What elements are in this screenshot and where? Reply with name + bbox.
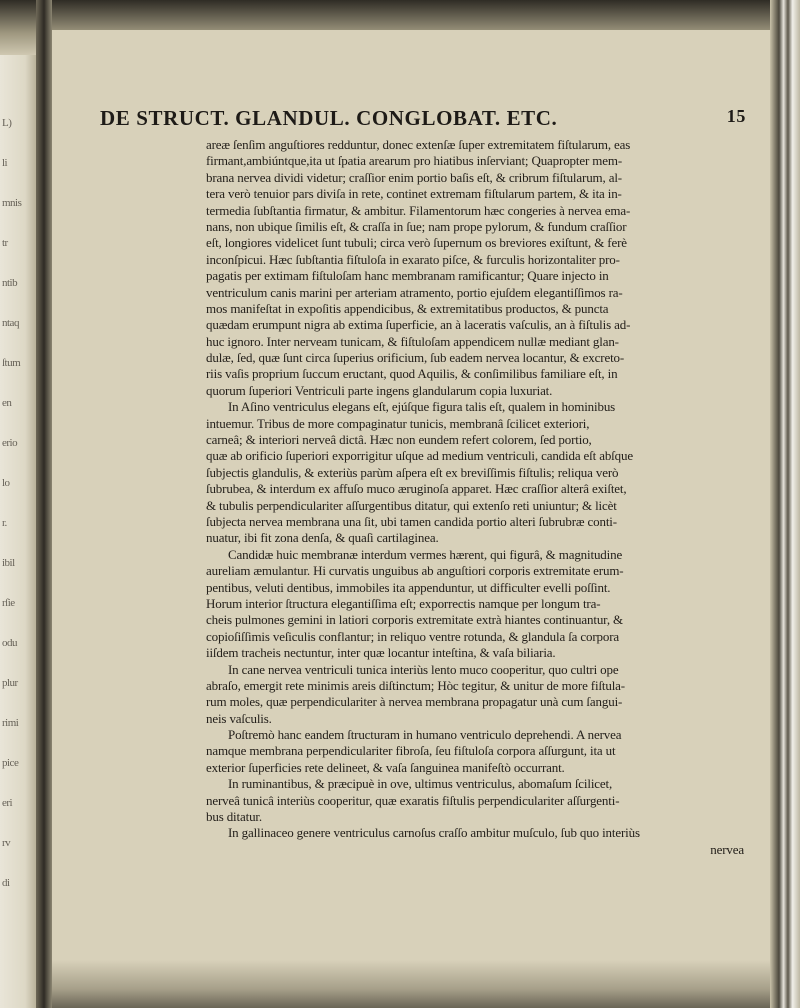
book-gutter [36,0,52,1008]
text-line: ſubjectis glandulis, & exteriùs parùm aſpera eſt ex breviſſimis fiſtulis; reliqua verò [206,464,619,480]
facing-page-text-fragment: eri [2,797,13,809]
text-line: dulæ, ſed, quæ ſunt circa ſuperius orificium, ſub eadem nervea locantur, & excreto- [206,350,625,366]
running-header [100,106,750,132]
catchword: nervea [710,841,744,857]
facing-page-text-fragment: L) [2,117,12,129]
facing-page-text-fragment: ibil [2,557,15,569]
text-line: intuemur. Tribus de more compaginatur tunicis, membranâ ſcilicet exteriori, [206,415,590,431]
text-line: inconſpicui. Hæc ſubſtantia fiſtuloſa in exarato piſce, & furculis horizontaliter pro- [206,251,620,267]
text-line: & tubulis perpendiculariter aſſurgentibus ditatur, qui extenſo reti uniuntur; & licèt [206,497,617,513]
facing-page-text-fragment: ntib [2,277,18,289]
text-line: pentibus, veluti dentibus, immobiles ita appenduntur, ut difficulter evelli poſſint. [206,579,611,595]
text-line: Horum interior ſtructura elegantiſſima eſt; exporrectis namque per longum tra- [206,595,601,611]
text-line: areæ ſenſim anguſtiores redduntur, donec extenſæ ſuper extremitatem fiſtularum, eas [206,137,631,152]
text-line: nans, non ubique ſimilis eſt, & craſſa in ſue; nam prope pylorum, & fundum craſſior [206,218,627,234]
facing-page-text-fragment: tr [2,237,8,249]
text-line: ſubjecta nervea membrana una ſit, ubi tamen candida portio alteri ſubrubræ conti- [206,513,617,529]
text-line: termedia ſubſtantia firmatur, & ambitur. Filamentorum hæc congeries à nervea ema- [206,202,631,218]
text-line: neis vaſculis. [206,710,272,726]
text-line: ventriculum canis marini per arteriam atramento, portio ejuſdem elegantiſſimos ra- [206,284,623,300]
facing-page-text-fragment: mnis [2,197,22,209]
facing-page-text-fragment: ntaq [2,317,19,329]
facing-page-text-fragment: en [2,397,12,409]
text-line: bus ditatur. [206,809,262,825]
facing-page-fragment [0,55,36,1008]
body-text [206,137,750,858]
facing-page-text-fragment: di [2,877,10,889]
facing-page-text-fragment: erio [2,437,18,449]
text-line: iiſdem tracheis nectuntur, inter quæ locantur inteſtina, & vaſa biliaria. [206,645,556,661]
running-title: DE STRUCT. GLANDUL. CONGLOBAT. ETC. [100,106,558,130]
facing-page-text-fragment: lo [2,477,10,489]
text-line: In Aſino ventriculus elegans eſt, ejúſque figura talis eſt, qualem in hominibus [228,399,616,415]
text-line: cheis pulmones gemini in latiori corporis extremitate extrà hiantes continuantur, & [206,612,623,628]
facing-page-text-fragment: odu [2,637,17,649]
facing-page-text-fragment: plur [2,677,18,689]
text-line: Candidæ huic membranæ interdum vermes hærent, qui figurâ, & magnitudine [228,546,623,562]
text-line: quæ ab orificio ſuperiori exporrigitur uſque ad medium ventriculi, candida eſt abſque [206,448,633,464]
text-line: exterior ſuperficies rete delineet, & vaſa ſanguinea manifeſtò occurrant. [206,759,565,775]
text-line: namque membrana perpendiculariter fibroſa, ſeu fiſtuloſa corpora aſſurgunt, ita ut [206,743,616,759]
text-line: nuatur, ibi fit zona denſa, & quaſi cartilaginea. [206,530,439,546]
text-line: ſubrubea, & interdum ex affuſo muco æruginoſa apparet. Hæc craſſior alterâ exiſtet, [206,481,627,497]
text-line: brana nervea dividi videtur; craſſior enim portio baſis eſt, & cribrum fiſtularum, al- [206,169,622,185]
facing-page-text-fragment: r. [2,517,7,529]
text-line: huc ignoro. Inter nerveam tunicam, & fiſtuloſam appendicem nullæ mediant glan- [206,333,619,349]
page-bottom-edge [52,960,770,1008]
text-line: riis vaſis proprium ſuccum eructant, quod Aquilis, & conſimilibus familiare eſt, in [206,366,618,382]
text-line: pagatis per extimam fiſtuloſam hanc membranam ramificantur; Quare injecto in [206,268,609,284]
text-line: In ruminantibus, & præcipuè in ove, ultimus ventriculus, abomaſum ſcilicet, [228,776,613,792]
text-line: firmant,ambiúntque,ita ut ſpatia arearum pro hiatibus inſerviant; Quapropter mem- [206,153,622,169]
facing-page-text-fragment: ſtum [2,357,21,369]
text-line: In cane nervea ventriculi tunica interiùs lento muco cooperitur, quo cultri ope [228,661,619,677]
text-line: copioſiſſimis veſiculis conflantur; in reliquo ventre rotunda, & glandula ſa corpora [206,628,620,644]
text-line: carneâ; & interiori nerveâ dictâ. Hæc non eundem refert colorem, ſed portio, [206,432,592,448]
facing-page-text-fragment: rv [2,837,11,849]
text-line: nerveâ tunicâ interiùs cooperitur, quæ exaratis fiſtulis perpendiculariter aſſurgenti- [206,792,620,808]
text-line: eſt, longiores videlicet ſunt tubuli; circa verò ſupernum os breviores exiſtunt, & ferè [206,235,627,251]
text-line: Poſtremò hanc eandem ſtructuram in humano ventriculo deprehendi. A nervea [228,727,622,743]
facing-page-text-fragment: rſie [2,597,15,609]
page-stack-edge [770,0,800,1008]
page-number: 15 [726,106,746,126]
facing-page-text-fragment: rimi [2,717,19,729]
text-line: rum moles, quæ perpendiculariter à nervea membrana propagatur unà cum ſangui- [206,694,623,710]
text-line: mos manifeſtat in expoſitis appendicibus, & extremitatibus productos, & puncta [206,300,609,316]
text-line: quædam erumpunt nigra ab extima ſuperficie, an à laceratis vaſculis, an à fiſtulis ad- [206,317,631,333]
text-line: abraſo, emergit rete minimis areis diſtinctum; Hòc tegitur, & unitur de more fiſtula- [206,677,625,693]
text-line: aureliam æmulantur. Hi curvatis unguibus ab anguſtiori corporis extremitate erum- [206,563,624,579]
facing-page-text-fragment: li [2,157,8,169]
text-line: In gallinaceo genere ventriculus carnoſus craſſo ambitur muſculo, ſub quo interiùs [228,825,640,841]
facing-page-text-fragment: pice [2,757,19,769]
text-line: quorum ſuperiori Ventriculi parte ingens glandularum copia luxuriat. [206,382,553,398]
text-line: tera verò tenuior pars diviſa in rete, continet extremam fiſtularum partem, & ita in- [206,186,622,202]
